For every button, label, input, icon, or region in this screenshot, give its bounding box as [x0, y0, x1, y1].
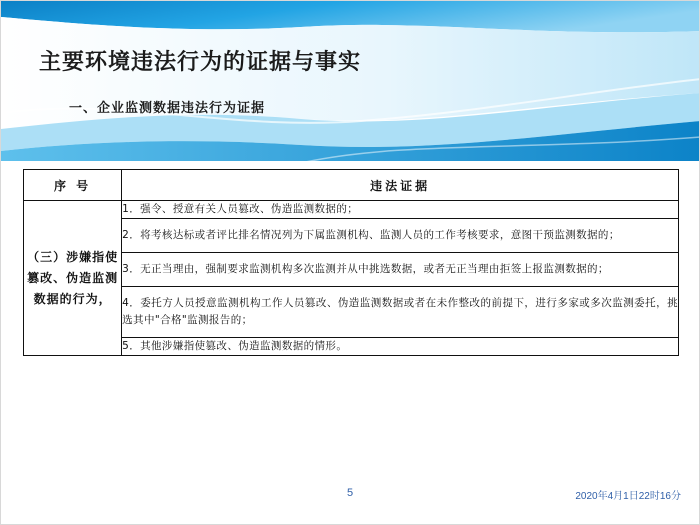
evidence-item: 3．无正当理由，强制要求监测机构多次监测并从中挑选数据，或者无正当理由拒签上报监测数据的； — [122, 253, 679, 287]
header-banner — [1, 1, 700, 161]
evidence-item: 2．将考核达标或者评比排名情况列为下属监测机构、监测人员的工作考核要求，意图干预监测数据的； — [122, 219, 679, 253]
page-subtitle: 一、企业监测数据违法行为证据 — [69, 101, 266, 116]
evidence-item: 1．强令、授意有关人员篡改、伪造监测数据的； — [122, 201, 679, 219]
table-row — [24, 287, 679, 338]
table-header-row — [24, 170, 679, 201]
table-row — [24, 253, 679, 287]
table-row — [24, 338, 679, 356]
evidence-item: 4．委托方人员授意监测机构工作人员篡改、伪造监测数据或者在未作整改的前提下，进行多家或多次监测委托，挑选其中"合格"监测报告的； — [122, 287, 679, 338]
evidence-table-container — [23, 169, 679, 356]
column-header-no: 序 号 — [24, 170, 122, 201]
evidence-item: 5．其他涉嫌指使篡改、伪造监测数据的情形。 — [122, 338, 679, 356]
table-row — [24, 201, 679, 219]
column-header-evidence: 违法证据 — [122, 170, 679, 201]
row-label-cell: （三）涉嫌指使篡改、伪造监测数据的行为， — [24, 201, 122, 356]
table-row — [24, 219, 679, 253]
page-title: 主要环境违法行为的证据与事实 — [39, 50, 362, 75]
page-number: 5 — [346, 487, 354, 499]
evidence-table — [23, 169, 679, 356]
banner-graphic — [1, 1, 700, 161]
date-stamp: 2020年4月1日22时16分 — [575, 491, 681, 502]
